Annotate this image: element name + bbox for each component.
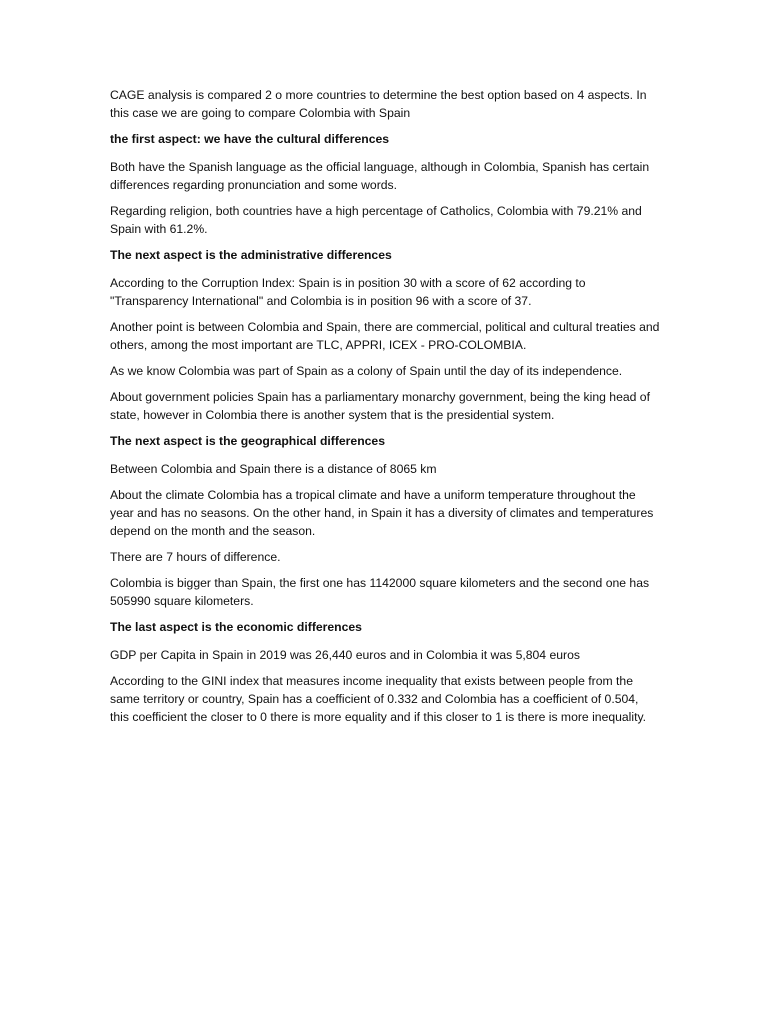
religion-paragraph: Regarding religion, both countries have a high percentage of Catholics, Colombia with 79.21% and Spain with 61.2%. (110, 204, 642, 236)
distance-paragraph: Between Colombia and Spain there is a distance of 8065 km (110, 462, 437, 476)
time-difference-paragraph: There are 7 hours of difference. (110, 550, 281, 564)
gini-paragraph: According to the GINI index that measures income inequality that exists between people from the same territory or country, Spain has a coefficient of 0.332 and Colombia has a coefficient of 0.504, this coefficient the closer to 0 there is more equality and if this closer to 1 is there is more inequality. (110, 674, 647, 724)
language-paragraph: Both have the Spanish language as the official language, although in Colombia, Spanish has certain differences regarding pronunciation and some words. (110, 160, 650, 192)
cultural-heading: the first aspect: we have the cultural differences (110, 132, 390, 146)
climate-paragraph: About the climate Colombia has a tropical climate and have a uniform temperature throughout the year and has no seasons. On the other hand, in Spain it has a diversity of climates and temperatures depend on the month and the season. (110, 488, 654, 538)
document-body (110, 86, 660, 734)
size-paragraph: Colombia is bigger than Spain, the first one has 1142000 square kilometers and the second one has 505990 square kilometers. (110, 576, 650, 608)
government-paragraph: About government policies Spain has a parliamentary monarchy government, being the king head of state, however in Colombia there is another system that is the presidential system. (110, 390, 650, 422)
administrative-heading: The next aspect is the administrative differences (110, 248, 392, 262)
corruption-paragraph: According to the Corruption Index: Spain is in position 30 with a score of 62 according to "Transparency International" and Colombia is in position 96 with a score of 37. (110, 276, 586, 308)
economic-heading: The last aspect is the economic differences (110, 620, 362, 634)
treaties-paragraph: Another point is between Colombia and Spain, there are commercial, political and cultural treaties and others, among the most important are TLC, APPRI, ICEX - PRO-COLOMBIA. (110, 320, 660, 352)
geographical-heading: The next aspect is the geographical differences (110, 434, 385, 448)
gdp-paragraph: GDP per Capita in Spain in 2019 was 26,440 euros and in Colombia it was 5,804 euros (110, 648, 580, 662)
colony-paragraph: As we know Colombia was part of Spain as a colony of Spain until the day of its independence. (110, 364, 623, 378)
intro-paragraph: CAGE analysis is compared 2 o more countries to determine the best option based on 4 aspects. In this case we are going to compare Colombia with Spain (110, 88, 647, 120)
